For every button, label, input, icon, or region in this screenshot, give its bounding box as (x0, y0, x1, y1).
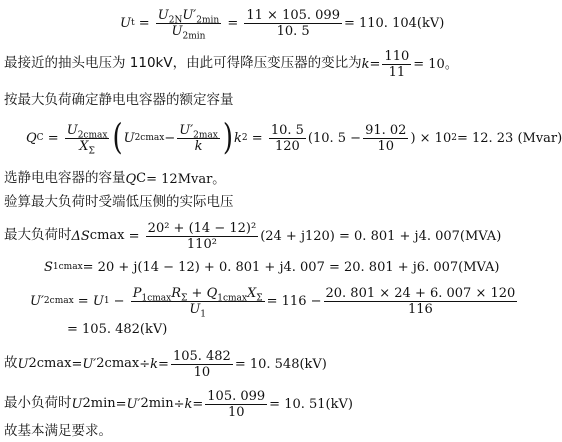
subscript: 2max (193, 130, 218, 141)
fraction (269, 124, 306, 153)
subscript: 1cmax (141, 293, 172, 304)
subscript: 2min (196, 15, 220, 26)
symbol: k (184, 396, 193, 412)
symbol: U (17, 356, 29, 372)
text: = (369, 56, 381, 72)
text: 故 (4, 355, 18, 372)
equation-voltage: U′ 2cmax = U 1 − $\frac{P_{1cmax}R_\Sigma + Q_{1cmax}X_\Sigma}{U_1}$ = 116 − $\frac{20. 801 \times 24 + 6. 007 \times 120}{116}$ (30, 285, 516, 320)
symbol: U′ (82, 356, 97, 372)
subscript: 2min (182, 31, 206, 42)
subscript: Σ (88, 146, 95, 157)
numerator: 105. 482 (172, 348, 231, 364)
text: = 10。 (413, 56, 458, 72)
symbol: ΔS (71, 228, 90, 244)
numerator: 105. 099 (207, 388, 266, 404)
denominator: 10 (193, 364, 211, 380)
symbol: k (150, 356, 159, 372)
denominator: 10 (377, 138, 395, 154)
denominator: 116 (407, 301, 433, 317)
fraction (171, 350, 233, 379)
text: = (71, 356, 83, 372)
text: 最小负荷时 (4, 395, 72, 412)
symbol: Q (206, 285, 218, 301)
equation-tap-voltage: U t = $\frac{U_{2N}U'_{2min}}{U_{2min}}$ = $\frac{11 \times 105. 099}{10. 5}$ = 110. 104(kV) (120, 7, 445, 42)
result: = 105. 482(kV) (67, 321, 168, 337)
text-max-voltage: 故 U 2cmax = U′ 2cmax ÷ k = $\frac{105. 482}{10}$ = 10. 548(kV) (4, 348, 327, 380)
symbol: U (123, 130, 135, 146)
denominator: 110² (186, 236, 217, 252)
denominator: 10 (227, 404, 245, 420)
text: − (164, 130, 176, 146)
symbol: X (79, 138, 89, 154)
text-capacitor-choice: 选静电电容器的容量 Q C = 12Mvar。 (4, 170, 226, 187)
symbol: U′ (30, 293, 44, 309)
numerator: 91. 02 (365, 122, 407, 138)
text: (10. 5 − (307, 130, 362, 146)
fraction (65, 122, 110, 157)
symbol: U (120, 15, 131, 31)
subscript: 1 (200, 309, 207, 320)
symbol: U (171, 23, 183, 39)
numerator: 11 × 105. 099 (246, 7, 340, 23)
text: = 10. 548(kV) (234, 356, 327, 372)
subscript: 2N (168, 15, 183, 26)
text: 最接近的抽头电压为 110kV，由此可得降压变压器的变比为 (4, 55, 362, 72)
symbol: k (234, 130, 242, 146)
equation-loss: 最大负荷时 ΔS cmax = $\frac{\text{20² + (14 − 12)²}}{\text{110²}}$ (24 + j120) = 0. 801 + j4. 007(MVA) (4, 220, 502, 252)
symbol: U (189, 301, 201, 317)
paren: ) (222, 117, 234, 159)
text: ÷ (173, 396, 185, 412)
heading-check (4, 194, 234, 212)
symbol: R (171, 285, 182, 301)
symbol: U (92, 293, 104, 309)
equation-voltage-result (67, 320, 167, 338)
denominator: 11 (388, 64, 406, 80)
symbol: U′ (126, 396, 141, 412)
numerator: 20. 801 × 24 + 6. 007 × 120 (325, 285, 516, 301)
symbol: X (246, 285, 257, 301)
numerator: 20² + (14 − 12)² (147, 220, 257, 236)
text-min-voltage: 最小负荷时 U 2min = U′ 2min ÷ k = $\frac{105. 099}{10}$ = 10. 51(kV) (4, 388, 353, 420)
fraction (363, 124, 408, 153)
text: ) × 10 (410, 130, 452, 146)
paren: ( (112, 117, 123, 159)
text: = 10. 51(kV) (269, 396, 353, 412)
text: 故基本满足要求。 (4, 423, 112, 440)
denominator: k (194, 138, 203, 154)
subscript: Σ (256, 293, 263, 304)
text: 验算最大负荷时受端低压侧的实际电压 (4, 194, 234, 211)
text: = (192, 396, 204, 412)
fraction (146, 222, 259, 251)
conclusion (4, 424, 112, 440)
subscript: 1cmax (217, 293, 247, 304)
text: = (158, 356, 169, 372)
symbol: U (66, 122, 78, 138)
symbol: U (71, 396, 83, 412)
denominator: 10. 5 (276, 23, 310, 39)
symbol: P (132, 285, 142, 301)
symbol: S (44, 259, 53, 275)
text: 选静电电容器的容量 (4, 170, 126, 187)
symbol: k (361, 56, 370, 72)
symbol: U′ (179, 122, 194, 138)
result: = 12. 23 (Mvar) (456, 130, 562, 146)
text: 最大负荷时 (4, 227, 72, 244)
result: = 110. 104(kV) (343, 15, 445, 31)
fraction (382, 50, 411, 79)
text: = 12Mvar。 (146, 171, 226, 187)
heading-capacitor (4, 92, 234, 110)
text-ratio-line (4, 46, 458, 82)
symbol: Q (26, 130, 37, 146)
fraction (324, 287, 518, 316)
text: (24 + j120) = 0. 801 + j4. 007(MVA) (260, 228, 502, 244)
fraction (244, 9, 342, 38)
text: ÷ (139, 356, 151, 372)
text: = 116 − (266, 293, 322, 309)
numerator: 10. 5 (270, 122, 304, 138)
fraction (205, 390, 267, 419)
subscript: 2cmax (77, 130, 108, 141)
fraction: $\frac{P_{1cmax}R_\Sigma + Q_{1cmax}X_\Sigma}{U_1}$ (132, 285, 263, 320)
text: = (115, 396, 127, 412)
subscript: Σ (181, 293, 188, 304)
symbol: U (157, 7, 169, 23)
text: 按最大负荷确定静电电容器的额定容量 (4, 92, 234, 109)
fraction (156, 7, 221, 42)
fraction (177, 124, 220, 153)
equation-capacitor: Q C = $\frac{U_{2cmax}}{X_\Sigma}$ ( U 2cmax − $\frac{U'_{2max}}{k}$ ) k 2 = $\frac{10. 5}{120}$ (10. 5 − $\frac{91. 02}{10}$ ) × 10 2 = 12. 23 (Mvar) (26, 117, 562, 159)
symbol: U′ (182, 7, 197, 23)
denominator: 120 (274, 138, 300, 154)
equation-power: S 1cmax = 20 + j(14 − 12) + 0. 801 + j4. 007 = 20. 801 + j6. 007(MVA) (44, 259, 500, 275)
numerator: 110 (384, 48, 410, 64)
symbol: Q (125, 171, 137, 187)
text: = 20 + j(14 − 12) + 0. 801 + j4. 007 = 20. 801 + j6. 007(MVA) (82, 259, 500, 275)
